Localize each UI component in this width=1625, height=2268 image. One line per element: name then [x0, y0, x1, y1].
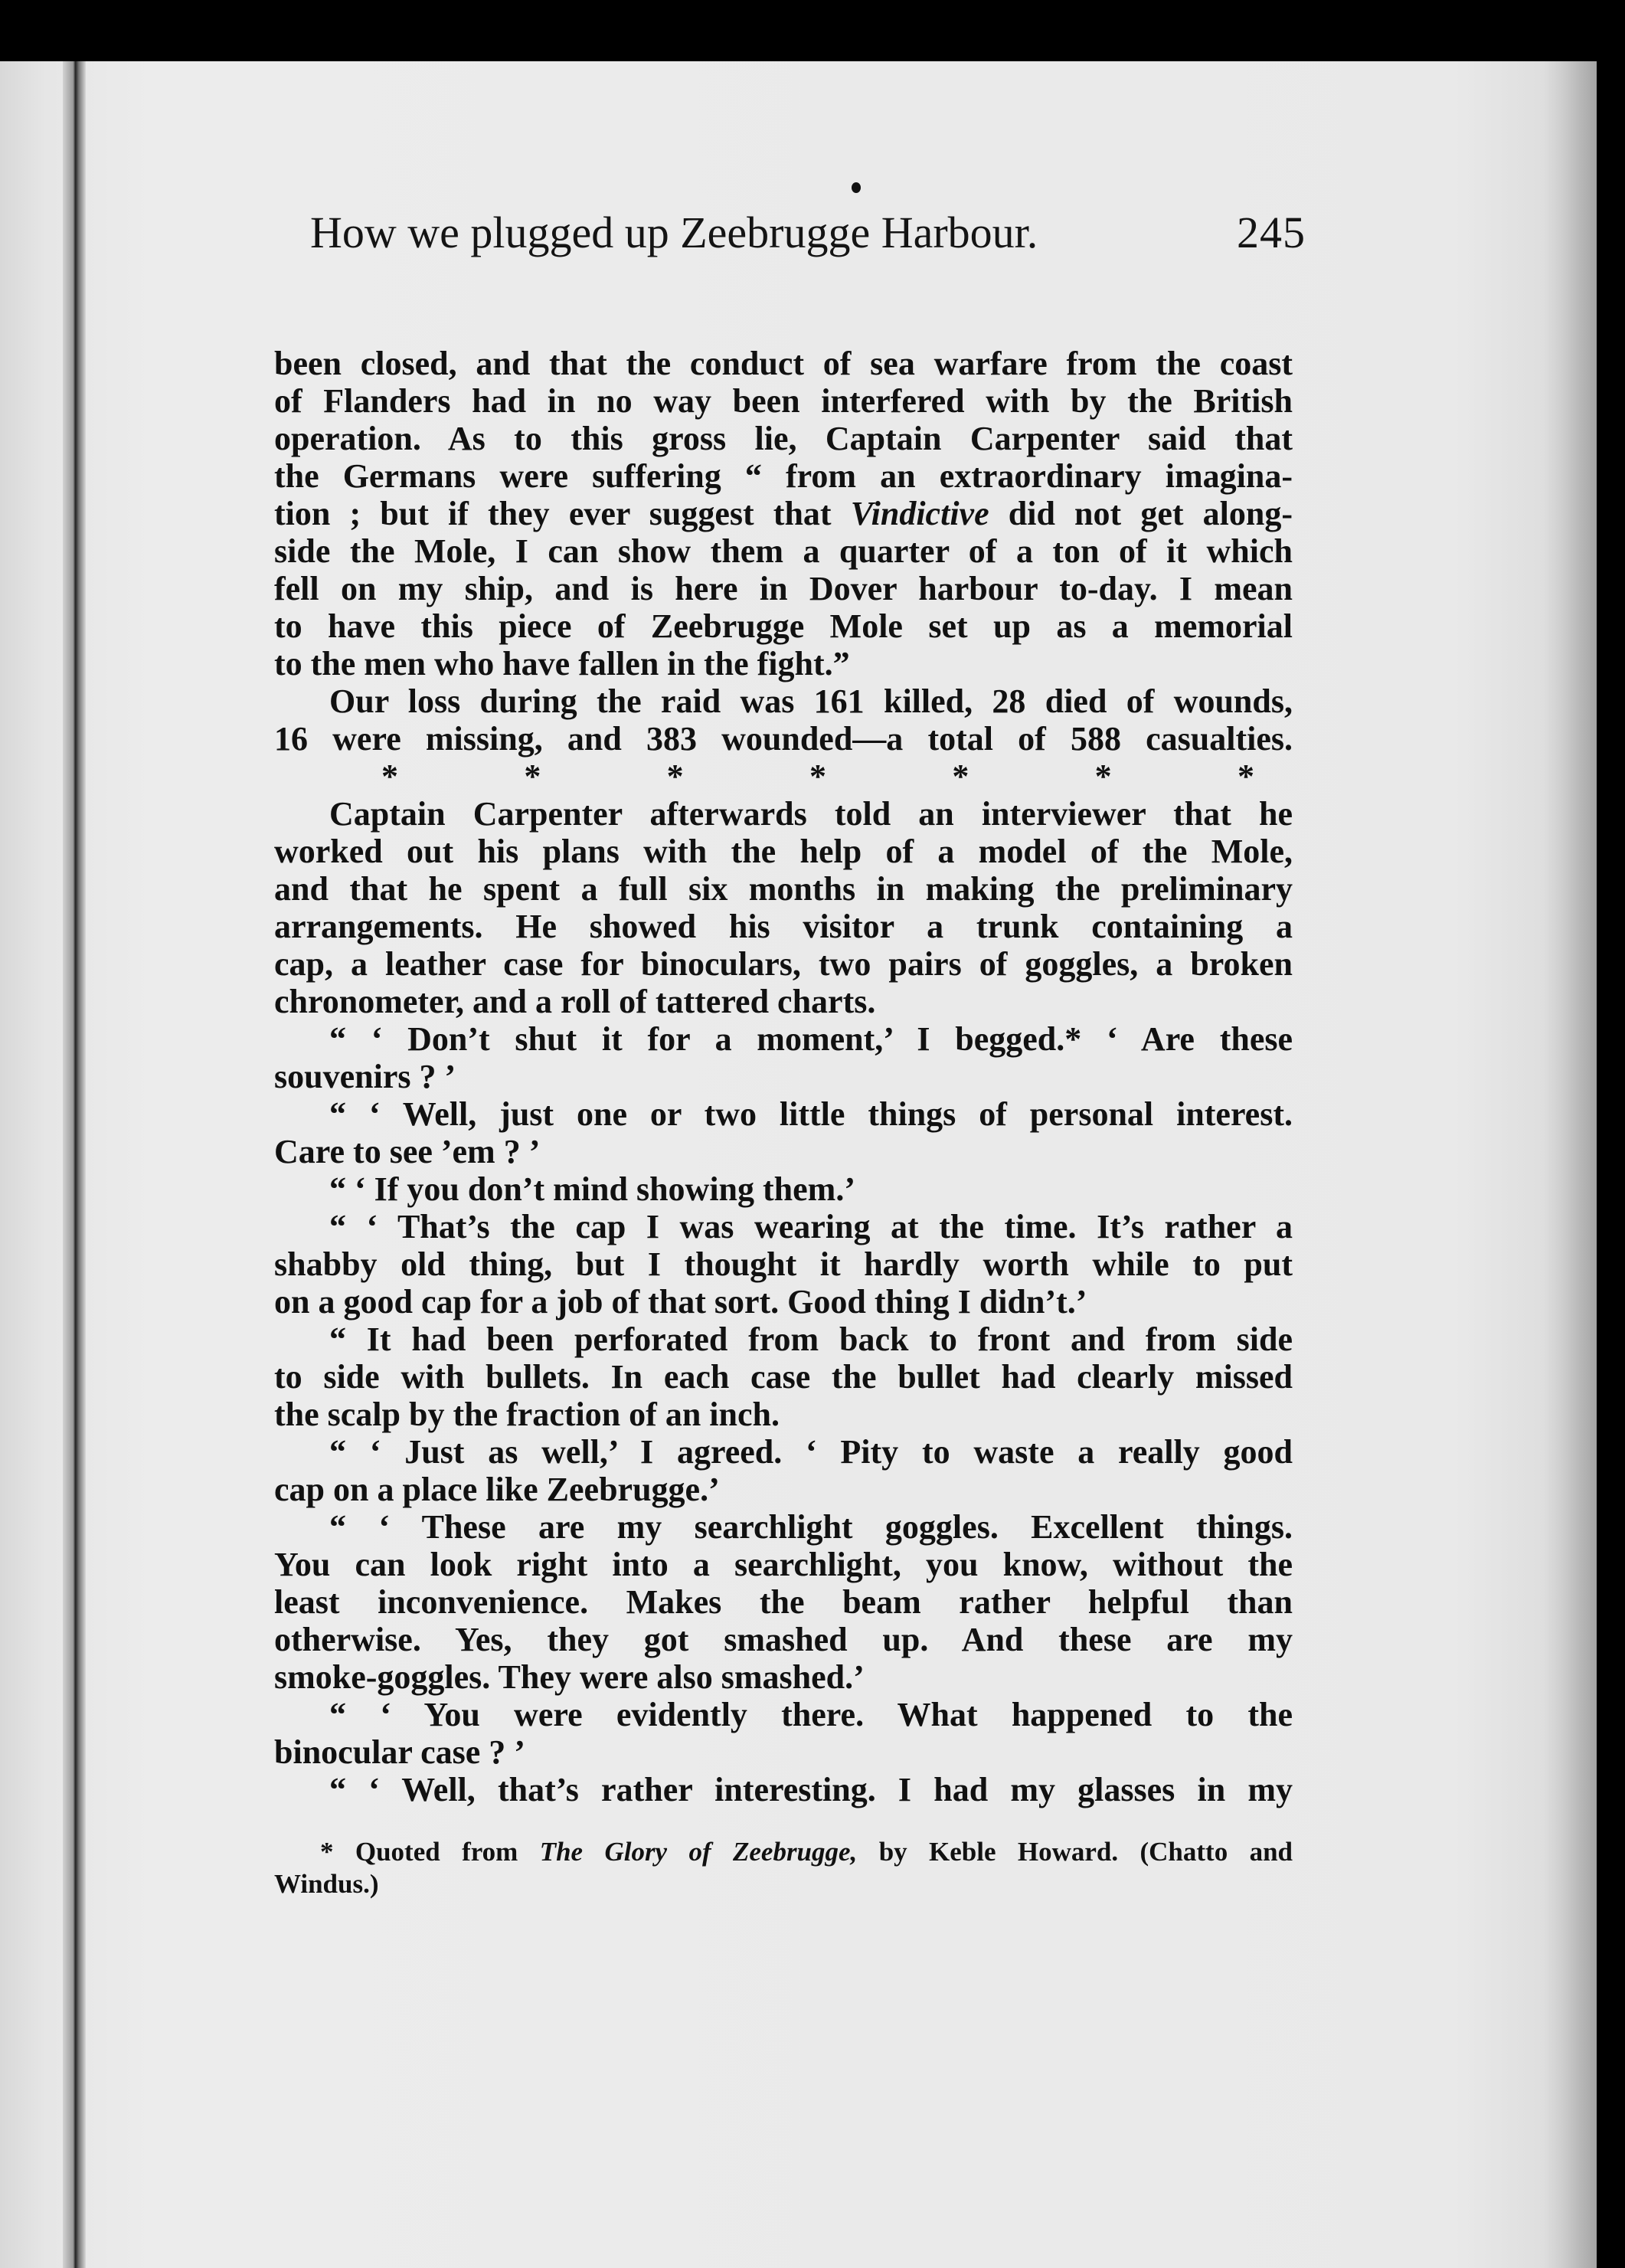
text-line: side the Mole, I can show them a quarter of a ton of it which	[274, 532, 1293, 570]
star: *	[381, 758, 398, 795]
paragraph-3	[274, 795, 1293, 1020]
text-line: of Flanders had in no way been interfered with by the British	[274, 382, 1293, 420]
text-line: the Germans were suffering “ from an extraordinary imagina-	[274, 457, 1293, 495]
text-line: the scalp by the fraction of an inch.	[274, 1396, 780, 1433]
text-line: smoke-goggles. They were also smashed.’	[274, 1658, 865, 1696]
text-line: souvenirs ? ’	[274, 1058, 456, 1095]
paragraph-8	[274, 1321, 1293, 1433]
section-break-stars	[274, 758, 1293, 795]
paragraph-2	[274, 682, 1293, 758]
text-line: and that he spent a full six months in making the preliminary	[274, 870, 1293, 908]
running-head	[310, 207, 1306, 283]
paragraph-4	[274, 1020, 1293, 1095]
text-line: “ ‘ If you don’t mind showing them.’	[329, 1170, 855, 1208]
paragraph-12	[274, 1771, 1293, 1808]
text-line: “ ‘ These are my searchlight goggles. Excellent things.	[329, 1508, 1293, 1546]
footnote-line	[274, 1836, 1293, 1868]
text-line: on a good cap for a job of that sort. Good thing I didn’t.’	[274, 1283, 1087, 1321]
text-line: operation. As to this gross lie, Captain Carpenter said that	[274, 420, 1293, 457]
text-line: “ ‘ Well, just one or two little things of personal interest.	[329, 1095, 1293, 1133]
paragraph-5	[274, 1095, 1293, 1170]
paragraph-9	[274, 1433, 1293, 1508]
text-line	[274, 495, 1293, 532]
text-line: to have this piece of Zeebrugge Mole set up as a memorial	[274, 607, 1293, 645]
page-number: 245	[1237, 208, 1306, 257]
text-line: binocular case ? ’	[274, 1733, 525, 1771]
text-line: least inconvenience. Makes the beam rather helpful than	[274, 1583, 1293, 1621]
paragraph-7	[274, 1208, 1293, 1321]
text-line: to the men who have fallen in the fight.”	[274, 645, 850, 682]
text-line: worked out his plans with the help of a model of the Mole,	[274, 833, 1293, 870]
footnote-prefix: * Quoted from	[320, 1837, 518, 1867]
text-line: to side with bullets. In each case the bullet had clearly missed	[274, 1358, 1293, 1396]
text-fragment: did not get along-	[1008, 495, 1293, 532]
text-line: arrangements. He showed his visitor a trunk containing a	[274, 908, 1293, 945]
star: *	[524, 758, 541, 795]
star: *	[1094, 758, 1112, 795]
text-line: chronometer, and a roll of tattered charts.	[274, 983, 876, 1020]
text-line: otherwise. Yes, they got smashed up. And these are my	[274, 1621, 1293, 1658]
chapter-title: How we plugged up Zeebrugge Harbour.	[310, 208, 1038, 257]
text-line: “ It had been perforated from back to front and from side	[329, 1321, 1293, 1358]
body-text	[274, 345, 1293, 1808]
paragraph-10	[274, 1508, 1293, 1696]
paragraph-11	[274, 1696, 1293, 1771]
star: *	[666, 758, 684, 795]
page-edge-shadow	[1543, 61, 1597, 2268]
text-fragment: tion ; but if they ever suggest that	[274, 495, 832, 532]
text-line: “ ‘ You were evidently there. What happened to the	[329, 1696, 1293, 1733]
text-line: Care to see ’em ? ’	[274, 1133, 541, 1170]
paragraph-6	[274, 1170, 1293, 1208]
star: *	[809, 758, 826, 795]
text-line: “ ‘ Don’t shut it for a moment,’ I begged.* ‘ Are these	[329, 1020, 1293, 1058]
text-line: cap on a place like Zeebrugge.’	[274, 1471, 720, 1508]
ink-speck	[852, 182, 861, 193]
footnote-line: Windus.)	[274, 1869, 379, 1899]
text-line: “ ‘ Just as well,’ I agreed. ‘ Pity to waste a really good	[329, 1433, 1293, 1471]
text-line: 16 were missing, and 383 wounded—a total of 588 casualties.	[274, 720, 1293, 758]
text-line: “ ‘ That’s the cap I was wearing at the time. It’s rather a	[329, 1208, 1293, 1245]
paragraph-1	[274, 345, 1293, 682]
text-line: Our loss during the raid was 161 killed, 28 died of wounds,	[329, 682, 1293, 720]
footnote-book-title: The Glory of Zeebrugge,	[539, 1837, 858, 1867]
ship-name: Vindictive	[850, 495, 989, 532]
page-gutter	[63, 61, 86, 2268]
text-line: “ ‘ Well, that’s rather interesting. I had my glasses in my	[329, 1771, 1293, 1808]
text-line: cap, a leather case for binoculars, two pairs of goggles, a broken	[274, 945, 1293, 983]
footnote	[274, 1836, 1293, 1900]
text-line: Captain Carpenter afterwards told an interviewer that he	[329, 795, 1293, 833]
text-line: been closed, and that the conduct of sea warfare from the coast	[274, 345, 1293, 382]
footnote-rest: by Keble Howard. (Chatto and	[878, 1837, 1293, 1867]
text-line: fell on my ship, and is here in Dover harbour to-day. I mean	[274, 570, 1293, 607]
star: *	[952, 758, 969, 795]
text-line: You can look right into a searchlight, you know, without the	[274, 1546, 1293, 1583]
star: *	[1237, 758, 1254, 795]
text-line: shabby old thing, but I thought it hardly worth while to put	[274, 1245, 1293, 1283]
